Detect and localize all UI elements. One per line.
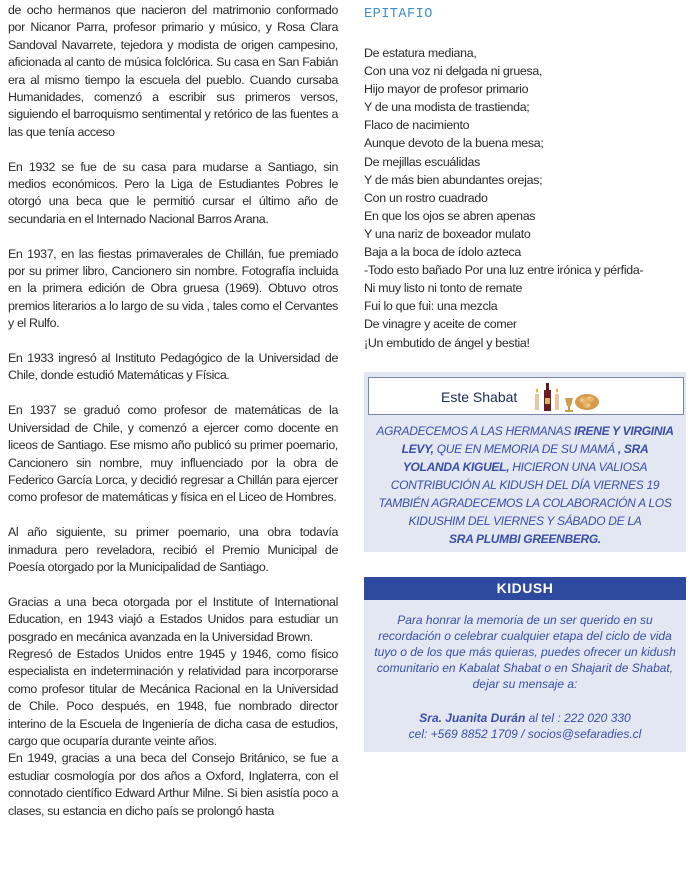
poem-line: Con una voz ni delgada ni gruesa, (364, 64, 543, 79)
bio-paragraph: de ocho hermanos que nacieron del matrimonio conformado por Nicanor Parra, profesor primario y músico, y Rosa Clara Sandoval Navarrete, tejedora y modista de origen campesino, aficionada al canto de música folclórica. Su casa en San Fabián era al mismo tiempo la escuela del pueblo. Cuando cursaba Humanidades, comenzó a escribir sus primeros versos, siguiendo el barroquismo sentimental y retórico de las fuentes a las que tenía acceso (8, 3, 338, 139)
kidush-body: Para honrar la memoria de un ser querido en su recordación o celebrar cualquier etapa del ciclo de vida tuyo o de los que más quieras, puedes ofrecer un kidush comunitario en Kabalat Shabat o en Shajarit de Shabat, dejar su mensaje a: (374, 613, 676, 691)
poem-line: Y de una modista de trastienda; (364, 100, 530, 115)
epitafio-title: EPITAFIO (364, 7, 433, 22)
bio-paragraph: En 1937 se graduó como profesor de matemáticas de la Universidad de Chile, y comenzó a ejercer como docente en liceos de Santiago. Ese mismo año publicó su primer poemario, Cancionero sin nombre, muy influenciado por la obra de Federico García Lorca, y decidió regresar a Chillán para ejercer como profesor de matemáticas y física en el Liceo de Hombres. (8, 403, 338, 505)
poem-line: -Todo esto bañado Por una luz entre irónica y pérfida- (364, 263, 644, 278)
poem-line: Fui lo que fui: una mezcla (364, 299, 498, 314)
shabat-text-2: QUE EN MEMORIA DE SU MAMÁ (433, 442, 618, 456)
poem-line: ¡Un embutido de ángel y bestia! (364, 335, 530, 350)
poem-line: De mejillas escuálidas (364, 154, 480, 169)
bio-paragraph: En 1932 se fue de su casa para mudarse a Santiago, sin medios económicos. Pero la Liga de Estudiantes Pobres le otorgó una beca que le permitió cursar el último año de secundaria en el Internado Nacional Barros Arana. (8, 159, 338, 226)
shabat-names-2: , SRA YOLANDA KIGUEL, (402, 442, 649, 474)
poem-line: De estatura mediana, (364, 46, 477, 60)
biography-column (8, 2, 338, 820)
bio-paragraph: En 1937, en las fiestas primaverales de Chillán, fue premiado por su primer libro, Cancionero sin nombre. Fotografía incluida en la primera edición de Obra gruesa (1969). Obtuvo otros premios literarios a lo largo de su vida , tales como el Cervantes y el Rulfo. (8, 246, 338, 331)
poem-line: De vinagre y aceite de comer (364, 317, 517, 332)
shabat-text-3: HICIERON UNA VALIOSA CONTRIBUCIÓN AL KIDUSH DEL DÍA VIERNES 19 TAMBIÉN AGRADECEMOS LA COLABORACIÓN A LOS KIDUSHIM DEL VIERNES Y SÁBADO DE LA (378, 460, 672, 528)
poem-line: Con un rostro cuadrado (364, 190, 488, 205)
shabat-text-1: AGRADECEMOS A LAS HERMANAS (376, 424, 575, 438)
poem-line: Hijo mayor de profesor primario (364, 82, 529, 97)
kidush-header: KIDUSH (364, 577, 686, 600)
kidush-contact-name: Sra. Juanita Durán (419, 711, 526, 725)
shabat-message (372, 422, 678, 548)
poem-line: Y de más bien abundantes orejas; (364, 172, 543, 187)
poem-line: Y una nariz de boxeador mulato (364, 226, 531, 241)
bio-paragraph: Gracias a una beca otorgada por el Institute of International Education, en 1943 viajó a Estados Unidos para estudiar un posgrado en mecánica avanzada en la Universidad Brown. (8, 594, 338, 644)
shabat-names-1: IRENE Y VIRGINIA LEVY, (401, 424, 674, 456)
poem-line: Baja a la boca de ídolo azteca (364, 245, 522, 260)
bio-paragraph: En 1949, gracias a una beca del Consejo Británico, se fue a estudiar cosmología por dos años a Oxford, Inglaterra, con el connotado científico Edward Arthur Milne. Si bien asistía poco a clases, su estancia en dicho país se prolongó hasta (8, 751, 338, 818)
shabat-box (364, 372, 686, 552)
poem-line: Ni muy listo ni tonto de remate (364, 281, 523, 296)
shabat-banner-title: Este Shabat (441, 389, 518, 405)
poem-line: En que los ojos se abren apenas (364, 208, 536, 223)
bio-paragraph: En 1933 ingresó al Instituto Pedagógico de la Universidad de Chile, donde estudió Matemáticas y Física. (8, 351, 338, 383)
shabat-names-3: SRA PLUMBI GREENBERG. (449, 532, 601, 546)
bio-paragraph: Regresó de Estados Unidos entre 1945 y 1946, como físico especialista en indeterminación y relatividad para incorporarse como profesor titular de Mecánica Racional en la Universidad de Chile. Poco después, en 1948, fue nombrado director interino de la Escuela de Ingeniería de dicha casa de estudios, cargo que ocuparía durante veinte años. (8, 646, 338, 748)
epitafio-poem (364, 44, 694, 352)
poem-line: Flaco de nacimiento (364, 118, 470, 133)
kidush-contact (374, 710, 676, 742)
kidush-contact-tel: al tel : 222 020 330 (525, 711, 631, 725)
kidush-contact-cel: cel: +569 8852 1709 / socios@sefaradies.cl (408, 727, 642, 741)
kidush-box (364, 600, 686, 752)
shabat-candles-wine-challah-icon (531, 380, 611, 414)
bio-paragraph: Al año siguiente, su primer poemario, una obra todavía inmadura pero reveladora, recibió el Premio Municipal de Poesía otorgado por la Municipalidad de Santiago. (8, 525, 338, 574)
shabat-banner (368, 377, 684, 415)
poem-line: Aunque devoto de la buena mesa; (364, 136, 544, 151)
